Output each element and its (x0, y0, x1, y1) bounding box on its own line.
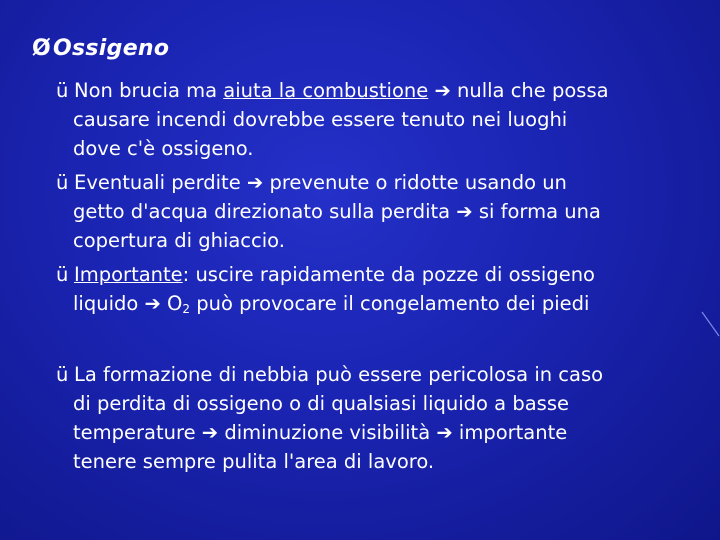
bullet-text-line (56, 289, 680, 324)
checkmark-icon: ü (56, 171, 69, 194)
title-text: Ossigeno (53, 36, 170, 61)
bullet-text: temperature (73, 421, 202, 444)
bullet-1 (56, 76, 680, 163)
bullet-text-line: tenere sempre pulita l'area di lavoro. (73, 450, 435, 473)
right-arrow-icon: ➔ (434, 79, 451, 102)
underlined-text: aiuta la combustione (223, 79, 429, 102)
bullet-text: importante (452, 421, 568, 444)
right-arrow-icon: ➔ (201, 421, 219, 444)
slide-title (32, 36, 169, 61)
bullet-text: si forma una (472, 200, 601, 223)
bullet-text-line: dove c'è ossigeno. (73, 137, 254, 160)
bullet-text: nulla che possa (450, 79, 609, 102)
checkmark-icon: ü (56, 79, 69, 102)
right-arrow-icon: ➔ (436, 421, 453, 444)
bullet-text-line (56, 197, 680, 226)
checkmark-icon: ü (56, 263, 69, 286)
bullet-text-line: causare incendi dovrebbe essere tenuto nei luoghi (73, 108, 568, 131)
decorative-line (700, 310, 720, 340)
right-arrow-icon: ➔ (144, 292, 161, 315)
right-arrow-icon: ➔ (246, 171, 264, 194)
bullet-3 (56, 260, 680, 324)
bullet-2 (56, 168, 680, 255)
right-arrow-icon: ➔ (456, 200, 473, 223)
bullet-text: liquido (73, 292, 145, 315)
bullet-text: Eventuali perdite (74, 171, 247, 194)
bullet-text-line: copertura di ghiaccio. (73, 229, 285, 252)
bullet-text: può provocare il congelamento dei piedi (190, 292, 590, 315)
bullet-text: La formazione di nebbia può essere pericolosa in caso (74, 363, 604, 386)
title-bullet-arrow-icon: Ø (32, 36, 52, 61)
bullet-text: getto d'acqua direzionato sulla perdita (73, 200, 457, 223)
bullet-text: Non brucia ma (74, 79, 224, 102)
bullet-4 (56, 360, 680, 476)
underlined-text: Importante (74, 263, 183, 286)
checkmark-icon: ü (56, 363, 69, 386)
bullet-text: diminuzione visibilità (218, 421, 437, 444)
oxygen-symbol: O (167, 292, 183, 315)
bullet-text: prevenute o ridotte usando un (263, 171, 567, 194)
bullet-text-line (56, 418, 680, 447)
oxygen-subscript: 2 (182, 302, 191, 316)
bullet-text-line: di perdita di ossigeno o di qualsiasi liquido a basse (73, 392, 569, 415)
bullet-text: : uscire rapidamente da pozze di ossigeno (182, 263, 595, 286)
